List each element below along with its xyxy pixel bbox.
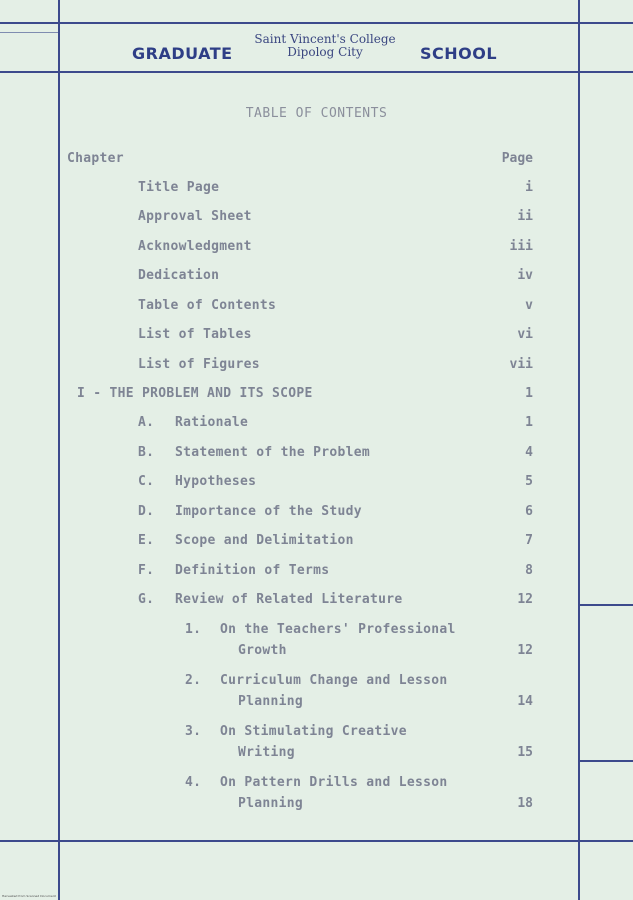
prelim-label: Acknowledgment — [138, 239, 252, 254]
chapter-heading: Chapter — [67, 151, 124, 166]
section-letter: G. — [138, 592, 155, 607]
top-rule — [0, 22, 633, 24]
prelim-label: List of Figures — [138, 357, 260, 372]
prelim-label: Dedication — [138, 268, 220, 283]
subsection-number: 3. — [185, 724, 202, 739]
college-name — [250, 33, 400, 59]
section-page: 6 — [525, 504, 533, 519]
prelim-label: Table of Contents — [138, 298, 277, 313]
section-page: 7 — [525, 533, 533, 548]
subsection-line1: Curriculum Change and Lesson — [220, 673, 448, 688]
subsection-line2: Planning — [238, 796, 304, 811]
section-label: Statement of the Problem — [175, 445, 371, 460]
prelim-page: iii — [509, 239, 533, 254]
section-label: Definition of Terms — [175, 563, 330, 578]
right-margin-rule-2 — [580, 760, 633, 762]
left-border — [58, 0, 60, 900]
page-heading: Page — [501, 151, 533, 166]
prelim-label: Approval Sheet — [138, 209, 252, 224]
section-page: 5 — [525, 474, 533, 489]
prelim-page: v — [525, 298, 533, 313]
prelim-page: iv — [517, 268, 533, 283]
right-border — [578, 0, 580, 900]
section-letter: C. — [138, 474, 155, 489]
section-letter: D. — [138, 504, 155, 519]
college-line2: Dipolog City — [287, 45, 363, 59]
left-margin-rule — [0, 32, 58, 33]
subsection-line1: On Stimulating Creative — [220, 724, 407, 739]
subsection-number: 1. — [185, 622, 202, 637]
subsection-page: 15 — [517, 745, 533, 760]
subsection-number: 4. — [185, 775, 202, 790]
subsection-line2: Planning — [238, 694, 304, 709]
subsection-line2: Writing — [238, 745, 295, 760]
toc-title: TABLE OF CONTENTS — [245, 106, 388, 121]
right-margin-rule-1 — [580, 604, 633, 606]
college-line1: Saint Vincent's College — [254, 32, 396, 46]
footer-note: Harvested from Scanned Document — [2, 894, 56, 898]
section-label: Review of Related Literature — [175, 592, 403, 607]
school-label: SCHOOL — [420, 44, 498, 63]
prelim-label: Title Page — [138, 180, 220, 195]
chapter-page: 1 — [525, 386, 533, 401]
subsection-line1: On the Teachers' Professional — [220, 622, 456, 637]
subsection-number: 2. — [185, 673, 202, 688]
header-rule — [0, 71, 633, 73]
section-label: Scope and Delimitation — [175, 533, 354, 548]
section-label: Rationale — [175, 415, 249, 430]
section-label: Importance of the Study — [175, 504, 362, 519]
subsection-page: 18 — [517, 796, 533, 811]
graduate-label: GRADUATE — [132, 44, 233, 63]
subsection-line1: On Pattern Drills and Lesson — [220, 775, 448, 790]
chapter-title: I - THE PROBLEM AND ITS SCOPE — [77, 386, 313, 401]
subsection-page: 14 — [517, 694, 533, 709]
section-letter: F. — [138, 563, 155, 578]
section-letter: B. — [138, 445, 155, 460]
section-letter: E. — [138, 533, 155, 548]
section-label: Hypotheses — [175, 474, 257, 489]
prelim-page: ii — [517, 209, 533, 224]
prelim-label: List of Tables — [138, 327, 252, 342]
bottom-rule — [0, 840, 633, 842]
prelim-page: i — [525, 180, 533, 195]
section-page: 12 — [517, 592, 533, 607]
section-page: 1 — [525, 415, 533, 430]
subsection-line2: Growth — [238, 643, 287, 658]
section-page: 8 — [525, 563, 533, 578]
prelim-page: vii — [509, 357, 533, 372]
section-letter: A. — [138, 415, 155, 430]
prelim-page: vi — [517, 327, 533, 342]
subsection-page: 12 — [517, 643, 533, 658]
section-page: 4 — [525, 445, 533, 460]
